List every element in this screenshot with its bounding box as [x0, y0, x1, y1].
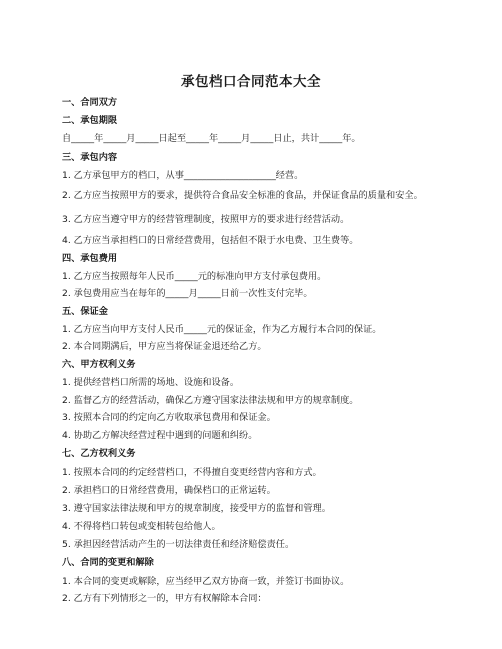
clause-text: 2. 本合同期满后，甲方应当将保证金退还给乙方。: [62, 341, 267, 352]
clause-text: 3. 按照本合同的约定向乙方收取承包费用和保证金。: [62, 412, 276, 423]
clause-text: 4. 乙方应当承担档口的日常经营费用，包括但不限于水电费、卫生费等。: [62, 235, 359, 246]
clause-text: 3. 遵守国家法律法规和甲方的规章制度，接受甲方的监督和管理。: [62, 503, 331, 514]
clause-text: 5. 承担因经营活动产生的一切法律责任和经济赔偿责任。: [62, 539, 295, 550]
clause-text: 自_____年_____月_____日起至_____年_____月_____日止，共计_____年。: [62, 133, 361, 144]
clause-text: 2. 乙方有下列情形之一的，甲方有权解除本合同：: [62, 593, 267, 604]
clause-text: 2. 承担档口的日常经营费用，确保档口的正常运转。: [62, 485, 276, 496]
document-title: 承包档口合同范本大全: [181, 74, 321, 90]
clause-text: 1. 乙方应当向甲方支付人民币_____元的保证金，作为乙方履行本合同的保证。: [62, 324, 382, 335]
clause-text: 2. 承包费用应当在每年的_____月_____日前一次性支付完毕。: [62, 288, 313, 299]
section-heading: 四、承包费用: [62, 253, 118, 264]
clause-text: 1. 按照本合同的约定经营档口，不得擅自变更经营内容和方式。: [62, 467, 322, 478]
section-heading: 三、承包内容: [62, 152, 118, 163]
clause-text: 1. 乙方应当按照每年人民币_____元的标准向甲方支付承包费用。: [62, 271, 327, 282]
section-heading: 八、合同的变更和解除: [62, 557, 154, 568]
clause-text: 3. 乙方应当遵守甲方的经营管理制度，按照甲方的要求进行经营活动。: [62, 214, 350, 225]
section-heading: 一、合同双方: [62, 97, 118, 108]
clause-text: 2. 监督乙方的经营活动，确保乙方遵守国家法律法规和甲方的规章制度。: [62, 395, 359, 406]
section-heading: 六、甲方权利义务: [62, 359, 136, 370]
section-heading: 七、乙方权利义务: [62, 448, 136, 459]
section-heading: 二、承包期限: [62, 115, 118, 126]
clause-text: 2. 乙方应当按照甲方的要求，提供符合食品安全标准的食品，并保证食品的质量和安全。: [62, 190, 423, 201]
clause-text: 1. 本合同的变更或解除，应当经甲乙双方协商一致，并签订书面协议。: [62, 576, 350, 587]
section-heading: 五、保证金: [62, 306, 108, 317]
clause-text: 1. 提供经营档口所需的场地、设施和设备。: [62, 377, 240, 388]
clause-text: 1. 乙方承包甲方的档口，从事____________________经营。: [62, 170, 304, 181]
clause-text: 4. 不得将档口转包或变相转包给他人。: [62, 521, 221, 532]
clause-text: 4. 协助乙方解决经营过程中遇到的问题和纠纷。: [62, 430, 258, 441]
